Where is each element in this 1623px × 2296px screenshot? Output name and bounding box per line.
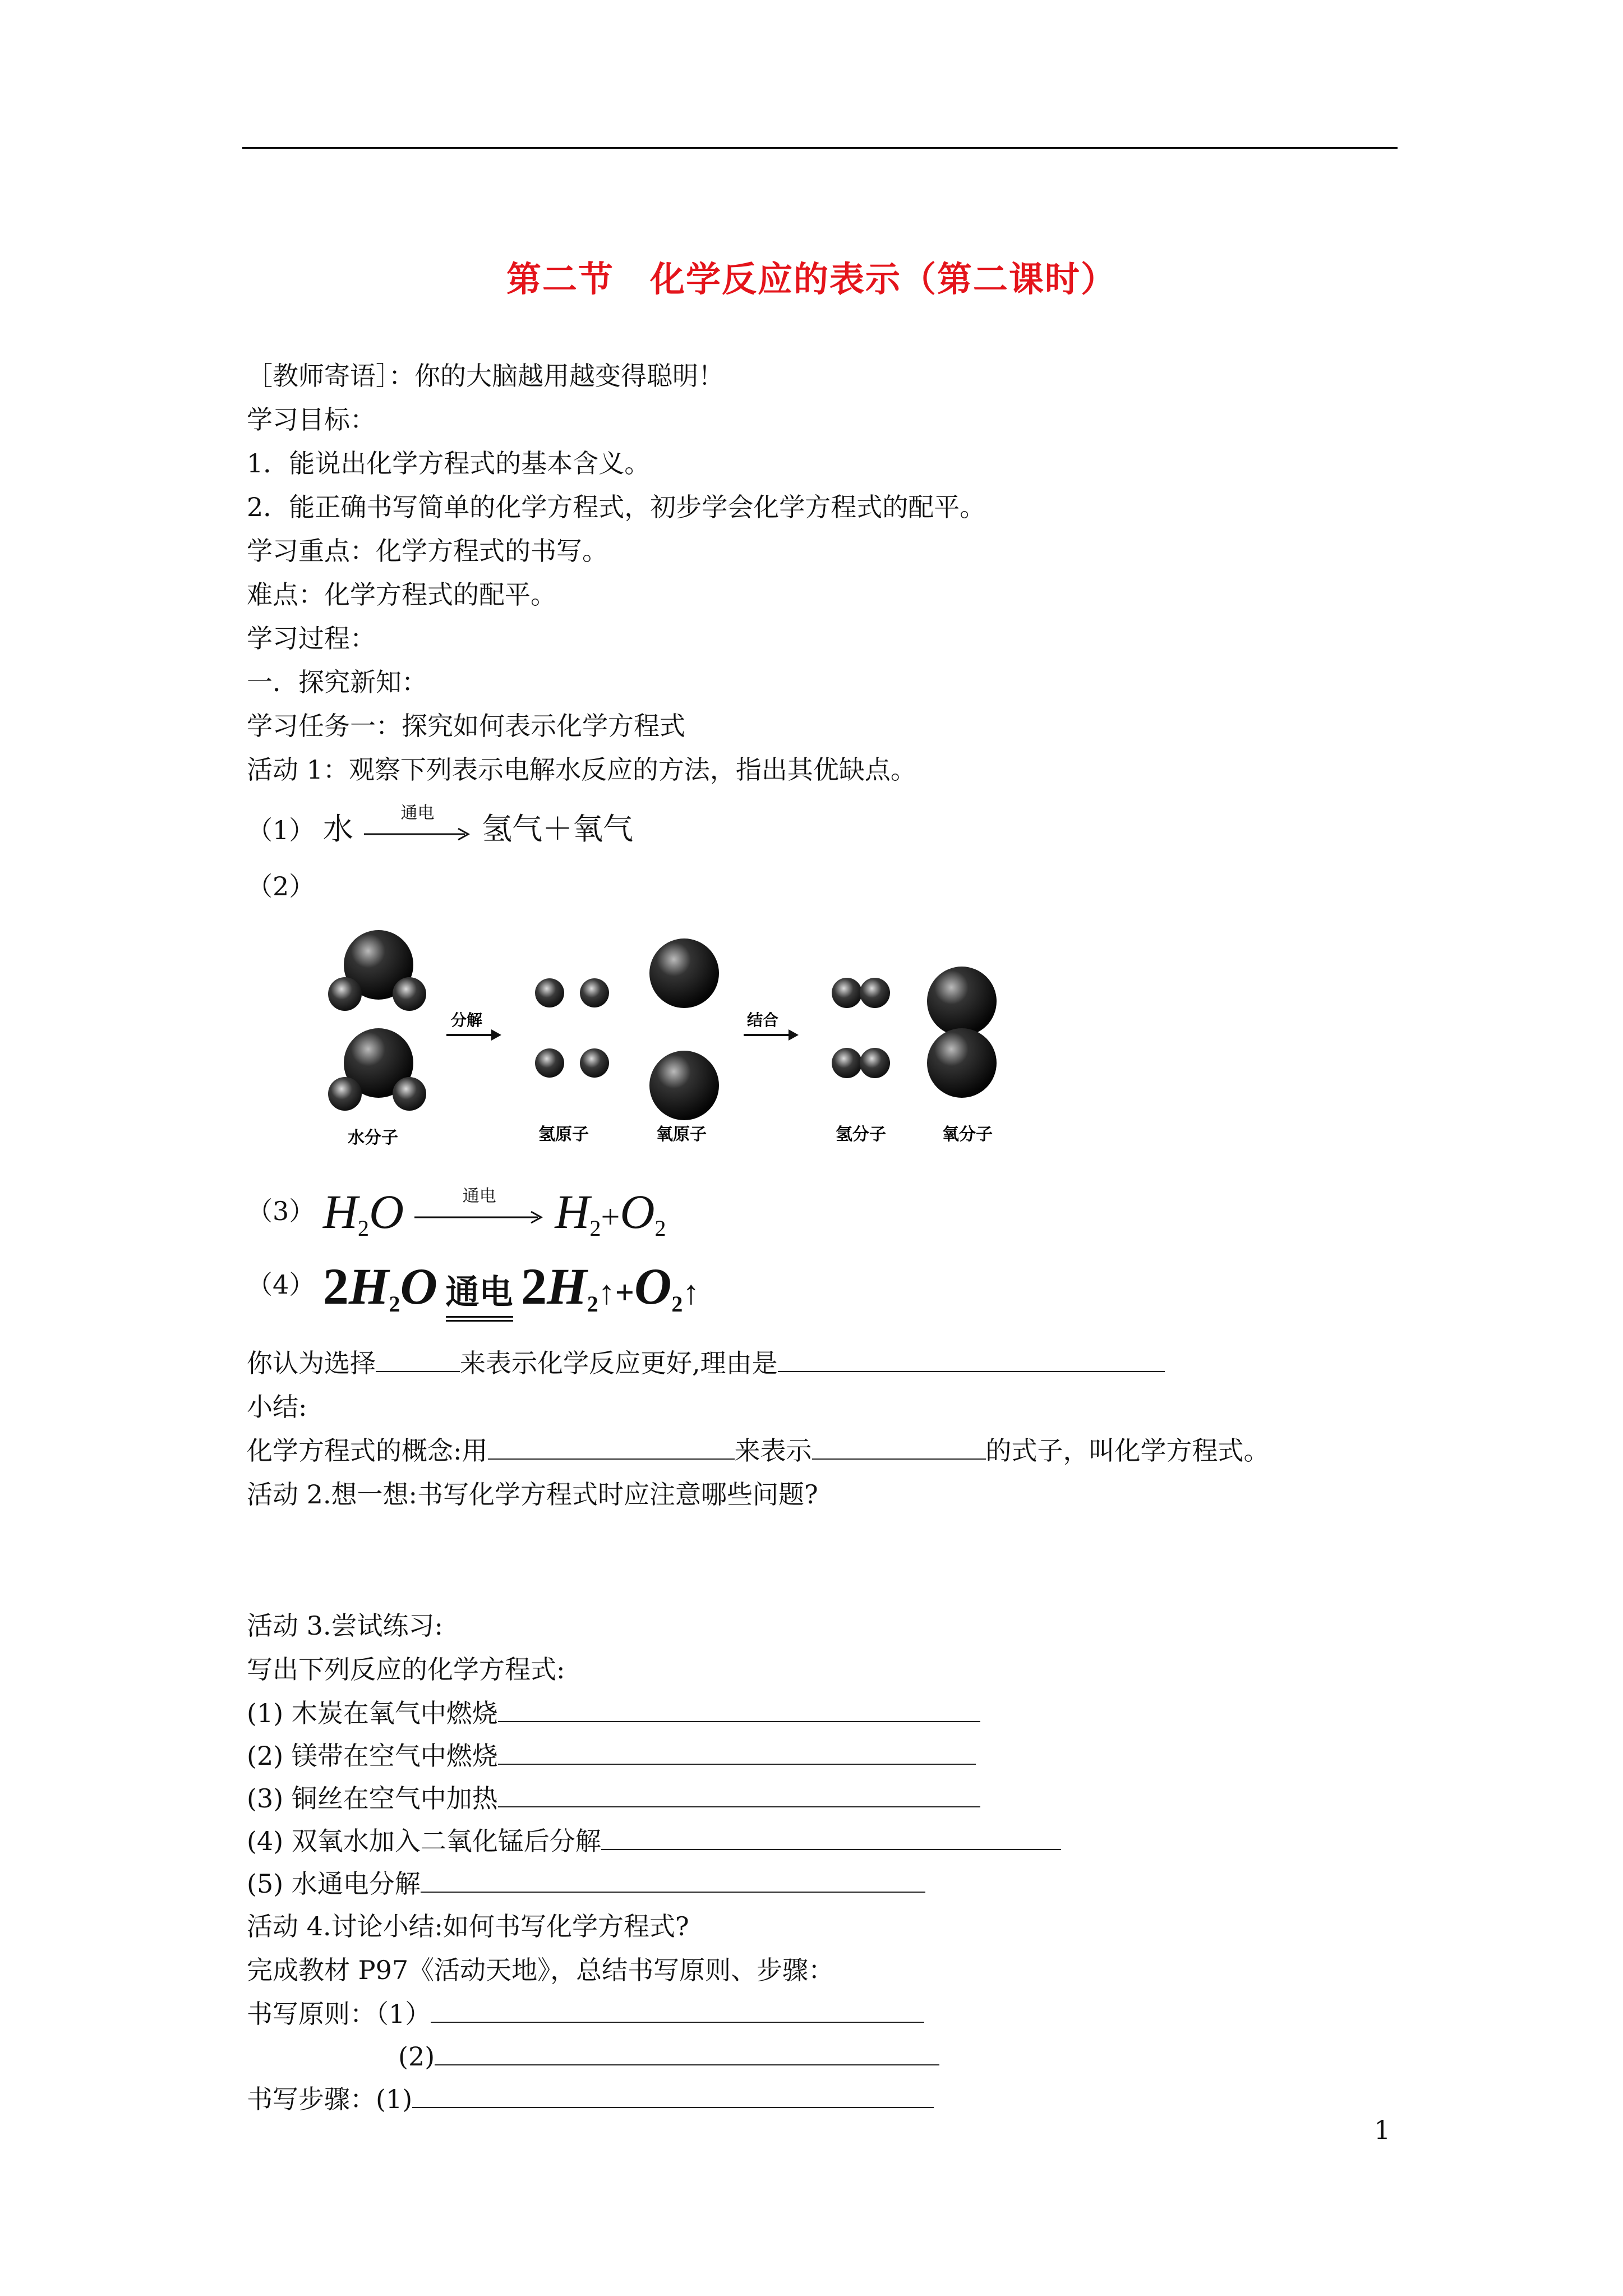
right-arrow-icon	[362, 823, 474, 845]
textbook-instruction: 完成教材 P97《活动天地》，总结书写原则、步骤：	[247, 1955, 834, 1985]
hydrogen-atoms	[535, 978, 609, 1078]
choice-line	[247, 1346, 1165, 1380]
section-1-heading: 一．探究新知：	[247, 667, 427, 697]
equation-3-condition: 通电	[462, 1186, 496, 1206]
page-title: 第二节 化学反应的表示（第二课时）	[506, 259, 1117, 300]
label-hydrogen-molecule: 氢分子	[836, 1125, 886, 1144]
right-arrow-icon	[412, 1206, 547, 1228]
equation-4-condition: 通电	[445, 1273, 513, 1312]
exercise-1-blank[interactable]	[498, 1697, 980, 1722]
label-oxygen-atom: 氧原子	[656, 1125, 707, 1144]
concept-text-3: 的式子，叫化学方程式。	[985, 1435, 1270, 1466]
equation-4-number: （4）	[247, 1269, 315, 1300]
exercise-4-text: (4) 双氧水加入二氧化锰后分解	[247, 1826, 601, 1856]
equation-3-number: （3）	[247, 1196, 315, 1226]
equation-4-condition-box	[446, 1266, 513, 1314]
equation-1-number: （1）	[247, 815, 315, 845]
exercise-5-blank[interactable]	[421, 1868, 925, 1893]
decompose-arrow	[446, 1029, 501, 1041]
choice-text-1: 你认为选择	[247, 1348, 376, 1378]
concept-line	[247, 1434, 1270, 1467]
exercise-3-text: (3) 铜丝在空气中加热	[247, 1783, 498, 1814]
choice-blank[interactable]	[376, 1347, 460, 1372]
equation-3	[247, 1184, 666, 1240]
activity-3: 活动 3.尝试练习:	[247, 1611, 444, 1641]
label-hydrogen-atom: 氢原子	[538, 1125, 589, 1144]
principle-1	[247, 1997, 924, 2031]
equation-1-left: 水	[322, 811, 353, 846]
label-water-molecule: 水分子	[348, 1128, 398, 1148]
equals-double-line	[446, 1316, 513, 1322]
reason-blank[interactable]	[778, 1347, 1165, 1372]
exercise-1-text: (1) 木炭在氧气中燃烧	[247, 1698, 498, 1728]
hydrogen-molecules	[832, 978, 890, 1078]
equation-2-number: （2）	[247, 871, 315, 901]
concept-blank-2[interactable]	[812, 1435, 986, 1460]
oxygen-atoms	[649, 938, 719, 1120]
principle-2	[398, 2040, 939, 2073]
concept-text-2: 来表示	[734, 1435, 812, 1466]
exercise-3	[247, 1782, 980, 1815]
exercise-2-text: (2) 镁带在空气中燃烧	[247, 1741, 498, 1771]
equation-1-right: 氢气＋氧气	[482, 811, 634, 846]
header-rule	[242, 147, 1398, 149]
principle-2-label: (2)	[398, 2041, 435, 2072]
difficulty: 难点：化学方程式的配平。	[247, 579, 556, 610]
steps-1	[247, 2082, 934, 2116]
teacher-note: ［教师寄语］：你的大脑越用越变得聪明！	[247, 361, 724, 391]
principle-2-blank[interactable]	[435, 2041, 939, 2065]
exercise-1	[247, 1696, 980, 1730]
exercise-3-blank[interactable]	[498, 1783, 980, 1807]
principle-1-label: 书写原则：（1）	[247, 1999, 431, 2029]
equation-3-arrow	[412, 1186, 547, 1227]
decompose-arrow-label: 分解	[451, 1011, 483, 1029]
oxygen-molecule	[927, 967, 997, 1098]
exercise-5	[247, 1867, 925, 1901]
steps-1-blank[interactable]	[412, 2083, 934, 2108]
exercise-4	[247, 1824, 1061, 1858]
task-1: 学习任务一：探究如何表示化学方程式	[247, 711, 685, 741]
activity-2: 活动 2.想一想:书写化学方程式时应注意哪些问题?	[247, 1479, 818, 1510]
equation-4	[247, 1257, 699, 1316]
equation-4-products: 2H2↑+O2↑	[521, 1258, 700, 1317]
key-point: 学习重点：化学方程式的书写。	[247, 536, 608, 566]
choice-text-2: 来表示化学反应更好,理由是	[460, 1348, 778, 1378]
principle-1-blank[interactable]	[431, 1998, 924, 2023]
concept-text-1: 化学方程式的概念:用	[247, 1435, 488, 1466]
equation-1	[247, 805, 633, 848]
combine-arrow-label: 结合	[747, 1011, 779, 1029]
combine-arrow	[744, 1029, 799, 1041]
exercise-5-text: (5) 水通电分解	[247, 1869, 421, 1899]
exercise-2-blank[interactable]	[498, 1740, 976, 1765]
equation-3-products: H2+O2	[555, 1185, 666, 1241]
equation-3-h2o: H2O	[322, 1185, 404, 1241]
electrolysis-molecule-diagram	[314, 920, 1099, 1156]
equation-4-reactant: 2H2O	[322, 1258, 437, 1317]
exercise-2	[247, 1739, 976, 1773]
goal-2: 2．能正确书写简单的化学方程式，初步学会化学方程式的配平。	[247, 492, 986, 522]
activity-4: 活动 4.讨论小结:如何书写化学方程式?	[247, 1911, 689, 1941]
summary-heading: 小结:	[247, 1392, 307, 1422]
concept-blank-1[interactable]	[488, 1435, 735, 1460]
equation-1-arrow	[362, 803, 474, 844]
page-number: 1	[1374, 2115, 1391, 2145]
equation-1-condition: 通电	[400, 803, 435, 823]
water-molecule-bottom	[328, 1028, 426, 1111]
goal-1: 1．能说出化学方程式的基本含义。	[247, 448, 651, 478]
steps-1-label: 书写步骤：(1)	[247, 2084, 413, 2114]
activity-1: 活动 1：观察下列表示电解水反应的方法，指出其优缺点。	[247, 754, 916, 785]
water-molecule-top	[328, 930, 426, 1011]
exercise-4-blank[interactable]	[601, 1825, 1061, 1850]
label-oxygen-molecule: 氧分子	[942, 1125, 993, 1144]
goals-heading: 学习目标：	[247, 404, 376, 435]
write-prompt: 写出下列反应的化学方程式:	[247, 1654, 565, 1685]
process-heading: 学习过程：	[247, 623, 376, 654]
